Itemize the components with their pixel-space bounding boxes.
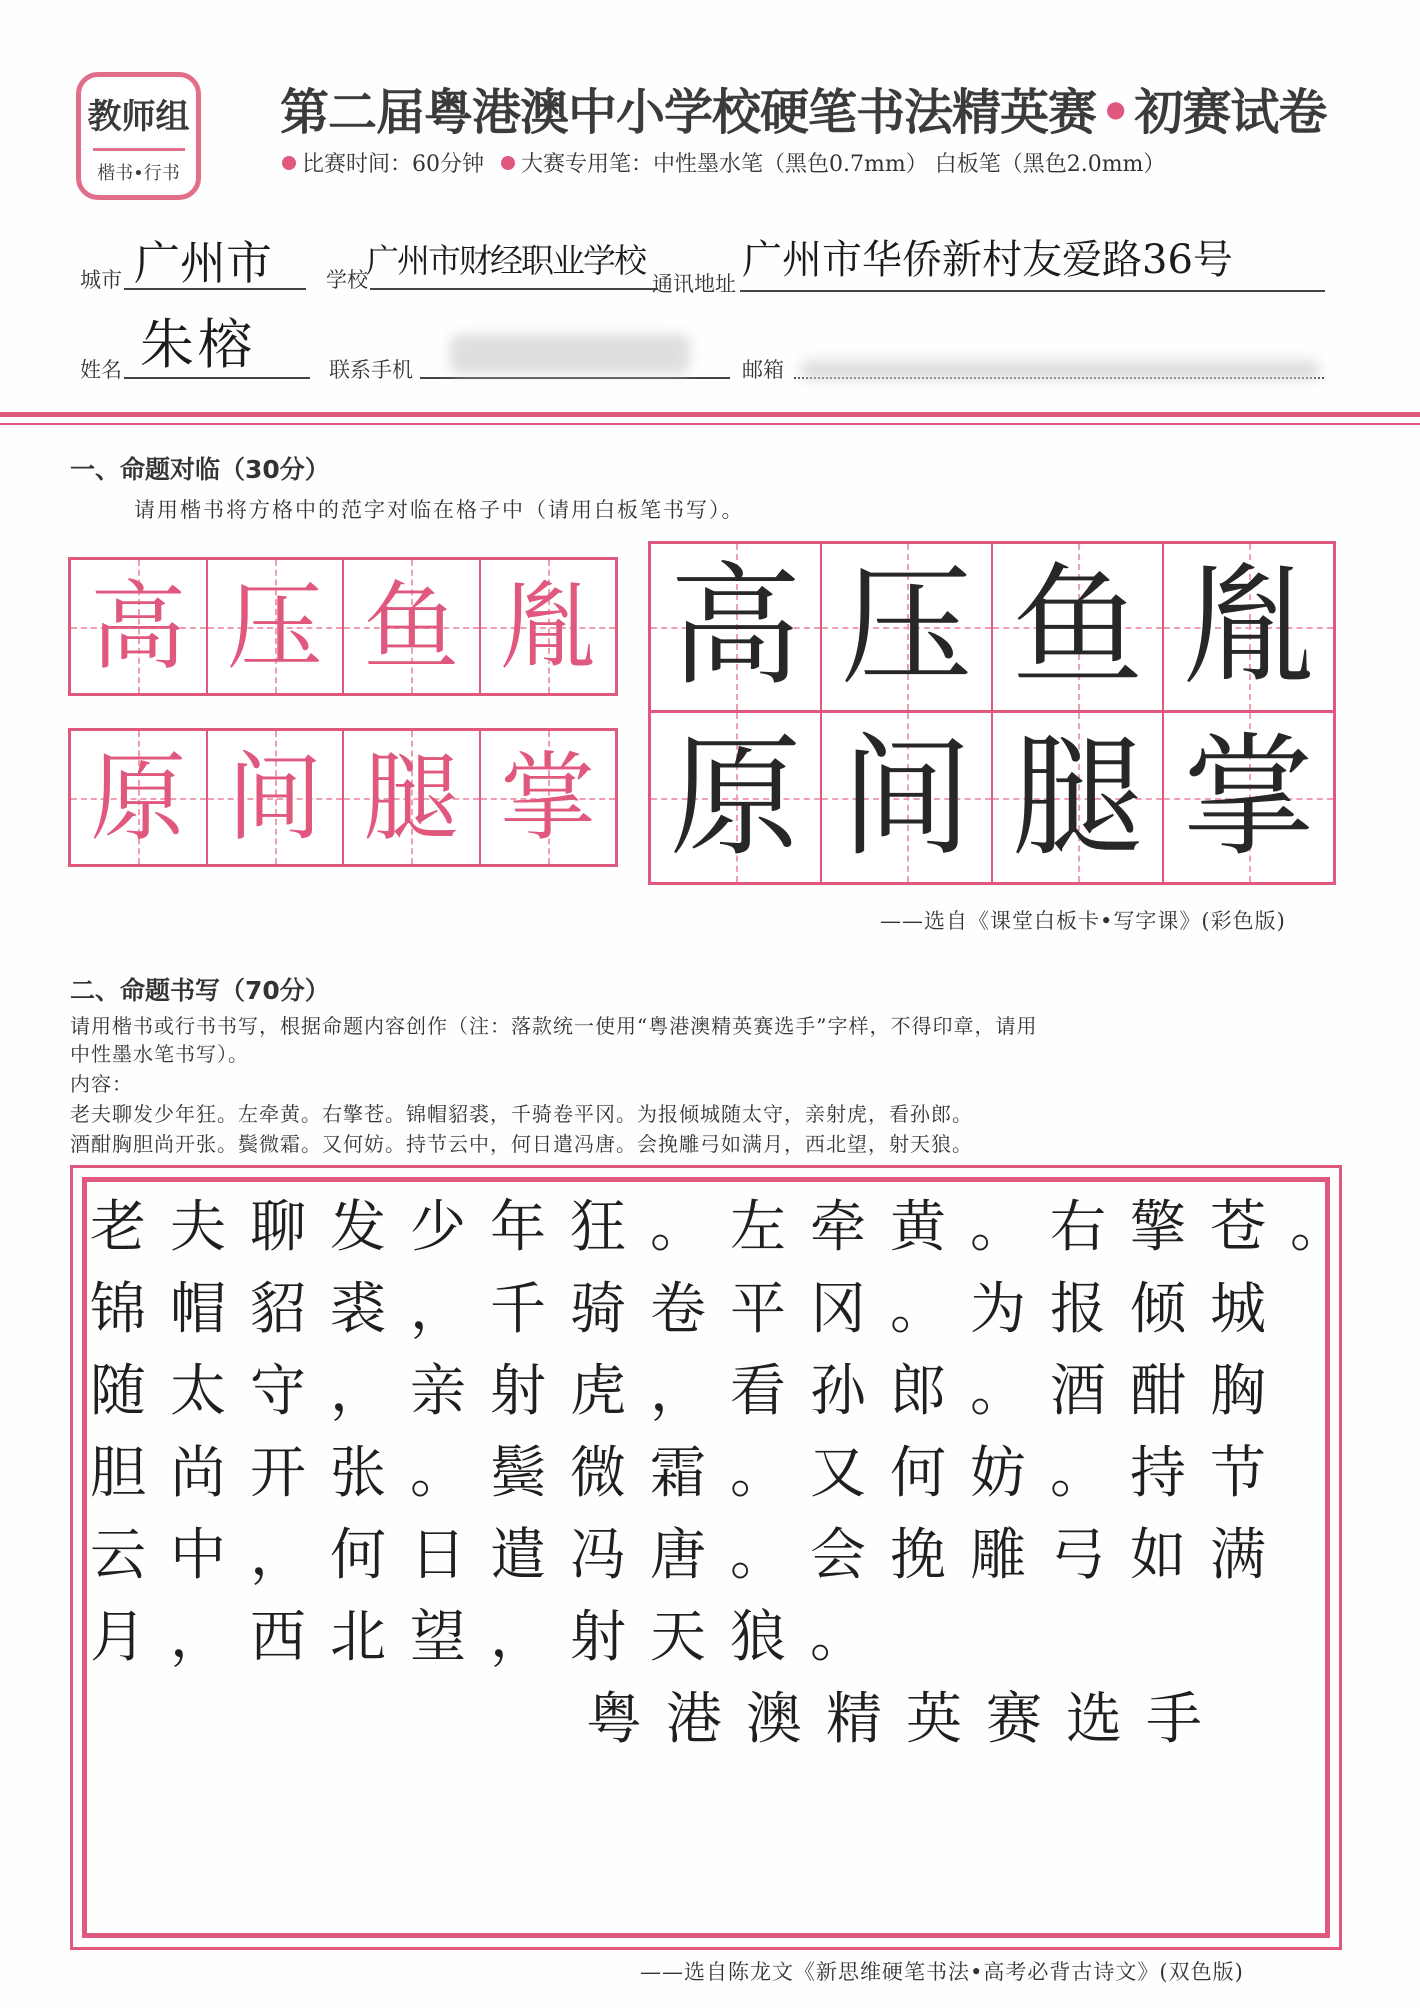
poem-line: 随太守，亲射虎，看孙郎。酒酣胸 [90, 1359, 1290, 1424]
section2-source: ——选自陈龙文《新思维硬笔书法•高考必背古诗文》(双色版) [640, 1960, 1244, 1984]
copy-cell[interactable] [1164, 544, 1333, 710]
model-cell [344, 731, 481, 864]
signature: 粤港澳精英赛选手 [586, 1687, 1226, 1752]
address-label: 通讯地址 [652, 272, 736, 296]
model-cell [344, 560, 481, 693]
copy-cell[interactable] [651, 544, 822, 710]
section2-instruction-line1: 请用楷书或行书书写，根据命题内容创作（注：落款统一使用“粤港澳精英赛选手”字样，不得印章，请用 [70, 1014, 1038, 1038]
title-dot: • [1100, 84, 1131, 141]
model-char: 间 [226, 741, 323, 854]
page-title [280, 74, 1340, 144]
title-tail: 初赛试卷 [1134, 84, 1327, 141]
section2-instruction-line2: 中性墨水笔书写）。 [70, 1042, 249, 1066]
address-value[interactable]: 广州市华侨新村友爱路36号 [742, 237, 1233, 283]
model-cell [481, 560, 616, 693]
section1-source: ——选自《课堂白板卡•写字课》(彩色版) [880, 909, 1286, 933]
section2-heading: 二、命题书写（70分） [70, 976, 330, 1005]
phone-label: 联系手机 [329, 358, 413, 382]
model-cell [208, 731, 345, 864]
rule-pen: 大赛专用笔：中性墨水笔（黑色0.7mm） 白板笔（黑色2.0mm） [521, 152, 1166, 177]
copy-grid-row2 [648, 710, 1336, 885]
badge-subtitle: 楷书•行书 [97, 163, 180, 184]
model-char: 掌 [499, 741, 596, 854]
copy-char: 掌 [1182, 720, 1315, 875]
name-label: 姓名 [80, 358, 122, 382]
title-main: 第二届粤港澳中小学校硬笔书法精英赛 [280, 84, 1097, 141]
model-grid-row1 [68, 557, 618, 696]
model-cell [208, 560, 345, 693]
poem-line: 云中，何日遣冯唐。会挽雕弓如满 [90, 1523, 1290, 1588]
exam-rules [282, 147, 1165, 178]
school-underline [370, 288, 658, 290]
separator-band-thick [0, 412, 1420, 417]
copy-cell[interactable] [822, 544, 993, 710]
copy-char: 高 [669, 550, 802, 704]
copy-cell[interactable] [1164, 713, 1333, 882]
bullet-icon [501, 156, 515, 170]
content-line2: 酒酣胸胆尚开张。鬓微霜。又何妨。持节云中，何日遣冯唐。会挽雕弓如满月，西北望，射天狼。 [70, 1132, 973, 1156]
phone-redacted [450, 334, 690, 374]
copy-grid-row1 [648, 541, 1336, 713]
school-label: 学校 [326, 268, 368, 292]
copy-char: 原 [669, 720, 802, 875]
city-label: 城市 [80, 268, 122, 292]
model-cell [481, 731, 616, 864]
copy-char: 胤 [1182, 550, 1315, 704]
model-char: 腿 [363, 741, 460, 854]
poem-line: 胆尚开张。鬓微霜。又何妨。持节 [90, 1441, 1290, 1506]
model-char: 胤 [499, 570, 596, 683]
section1-heading: 一、命题对临（30分） [70, 455, 330, 484]
teacher-group-badge [76, 72, 201, 200]
phone-underline [420, 377, 730, 379]
copy-char: 腿 [1011, 720, 1144, 875]
copy-cell[interactable] [993, 544, 1164, 710]
name-value[interactable]: 朱榕 [140, 313, 256, 376]
content-label: 内容： [70, 1072, 133, 1096]
copy-cell[interactable] [822, 713, 993, 882]
name-underline [124, 377, 310, 379]
content-line1: 老夫聊发少年狂。左牵黄。右擎苍。锦帽貂裘，千骑卷平冈。为报倾城随太守，亲射虎，看孙郎。 [70, 1102, 973, 1126]
model-char: 鱼 [363, 570, 460, 683]
email-redacted [800, 360, 1320, 380]
model-cell [71, 731, 208, 864]
badge-divider [93, 148, 185, 151]
model-char: 压 [226, 570, 323, 683]
email-label: 邮箱 [742, 358, 784, 382]
copy-char: 鱼 [1011, 550, 1144, 704]
address-underline [740, 290, 1325, 292]
bullet-icon [282, 156, 296, 170]
copy-char: 压 [840, 550, 973, 704]
copy-char: 间 [840, 720, 973, 875]
model-char: 高 [90, 570, 187, 683]
copy-cell[interactable] [993, 713, 1164, 882]
separator-band-thin [0, 423, 1420, 425]
section1-instruction: 请用楷书将方格中的范字对临在格子中（请用白板笔书写）。 [134, 498, 745, 522]
badge-title: 教师组 [87, 97, 190, 137]
poem-line: 月，西北望，射天狼。 [90, 1605, 890, 1670]
copy-cell[interactable] [651, 713, 822, 882]
school-value[interactable]: 广州市财经职业学校 [366, 241, 645, 280]
rule-time: 比赛时间：60分钟 [302, 152, 484, 177]
model-cell [71, 560, 208, 693]
model-grid-row2 [68, 728, 618, 867]
poem-line: 锦帽貂裘，千骑卷平冈。为报倾城 [90, 1277, 1290, 1342]
city-value[interactable]: 广州市 [134, 236, 272, 290]
poem-line: 老夫聊发少年狂。左牵黄。右擎苍。 [90, 1195, 1370, 1260]
model-char: 原 [90, 741, 187, 854]
